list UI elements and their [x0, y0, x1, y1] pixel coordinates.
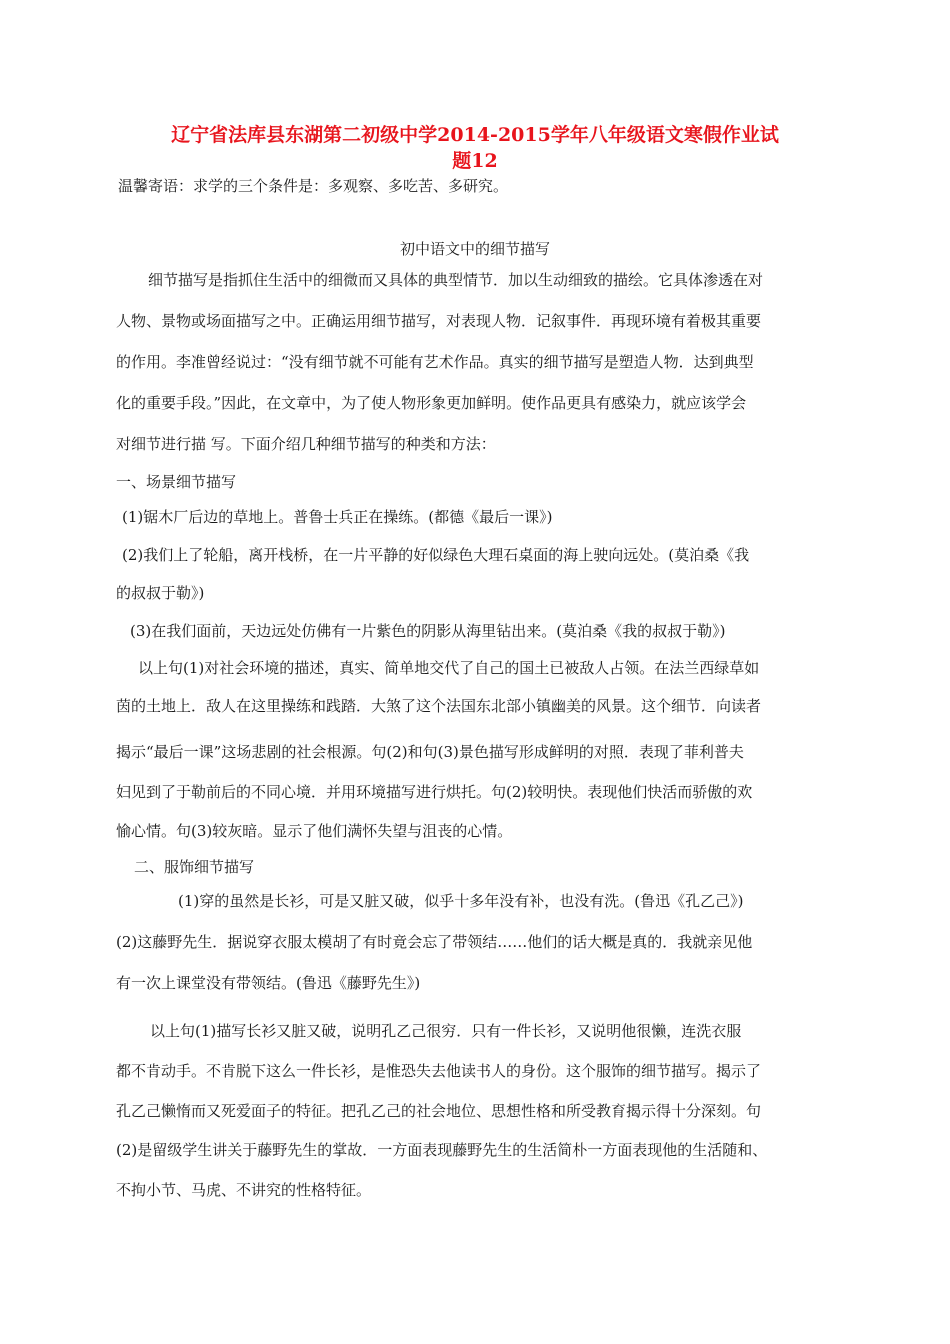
- scene-example-2-cont: 的叔叔于勒》): [116, 584, 205, 602]
- clothing-analysis-line-5: 不拘小节、马虎、不讲究的性格特征。: [116, 1181, 372, 1199]
- intro-line-2: 人物、景物或场面描写之中。正确运用细节描写，对表现人物．记叙事件．再现环境有着极其重要: [116, 312, 762, 330]
- clothing-analysis-line-4: (2)是留级学生讲关于藤野先生的掌故．一方面表现藤野先生的生活简朴一方面表现他的生活随和、: [116, 1141, 768, 1159]
- document-title-line-1: 辽宁省法库县东湖第二初级中学2014-2015学年八年级语文寒假作业试: [171, 124, 779, 146]
- motto: 温馨寄语：求学的三个条件是：多观察、多吃苦、多研究。: [118, 177, 509, 195]
- article-title: 初中语文中的细节描写: [399, 240, 550, 258]
- intro-line-4: 化的重要手段。”因此，在文章中，为了使人物形象更加鲜明。使作品更具有感染力，就应该学会: [116, 394, 747, 412]
- scene-analysis-line-3: 揭示“最后一课”这场悲剧的社会根源。句(2)和句(3)景色描写形成鲜明的对照．表现了菲利普夫: [116, 743, 744, 761]
- document-title-line-2: 题12: [452, 150, 498, 172]
- intro-line-1: 细节描写是指抓住生活中的细微而又具体的典型情节．加以生动细致的描绘。它具体渗透在对: [148, 271, 764, 289]
- section-heading-clothing: 二、服饰细节描写: [134, 858, 255, 876]
- scene-analysis-line-4: 妇见到了于勒前后的不同心境．并用环境描写进行烘托。句(2)较明快。表现他们快活而骄傲的欢: [116, 783, 753, 801]
- section-heading-scene: 一、场景细节描写: [116, 473, 237, 491]
- clothing-analysis-line-3: 孔乙己懒惰而又死爱面子的特征。把孔乙己的社会地位、思想性格和所受教育揭示得十分深刻。句: [116, 1102, 762, 1120]
- clothing-example-2-cont: 有一次上课堂没有带领结。(鲁迅《藤野先生》): [116, 974, 421, 992]
- clothing-analysis-line-2: 都不肯动手。不肯脱下这么一件长衫，是惟恐失去他读书人的身份。这个服饰的细节描写。揭示了: [116, 1062, 762, 1080]
- clothing-example-1: (1)穿的虽然是长衫，可是又脏又破，似乎十多年没有补，也没有洗。(鲁迅《孔乙己》): [178, 892, 744, 910]
- scene-analysis-line-2: 茵的土地上．敌人在这里操练和践踏．大煞了这个法国东北部小镇幽美的风景。这个细节．向读者: [116, 697, 762, 715]
- clothing-analysis-line-1: 以上句(1)描写长衫又脏又破，说明孔乙己很穷．只有一件长衫，又说明他很懒，连洗衣服: [150, 1022, 742, 1040]
- scene-analysis-line-5: 愉心情。句(3)较灰暗。显示了他们满怀失望与沮丧的心情。: [116, 822, 513, 840]
- clothing-example-2: (2)这藤野先生．据说穿衣服太模胡了有时竟会忘了带领结……他们的话大概是真的．我就亲见他: [116, 933, 753, 951]
- scene-example-2: (2)我们上了轮船，离开栈桥，在一片平静的好似绿色大理石桌面的海上驶向远处。(莫泊桑《我: [122, 546, 750, 564]
- scene-example-3: (3)在我们面前，天边远处仿佛有一片紫色的阴影从海里钻出来。(莫泊桑《我的叔叔于勒》): [130, 622, 726, 640]
- intro-line-5: 对细节进行描 写。下面介绍几种细节描写的种类和方法：: [116, 435, 496, 453]
- intro-line-3: 的作用。李准曾经说过：“没有细节就不可能有艺术作品。真实的细节描写是塑造人物．达到典型: [116, 353, 754, 371]
- scene-analysis-line-1: 以上句(1)对社会环境的描述，真实、简单地交代了自己的国土已被敌人占领。在法兰西绿草如: [138, 659, 760, 677]
- scene-example-1: (1)锯木厂后边的草地上。普鲁士兵正在操练。(都德《最后一课》): [122, 508, 553, 526]
